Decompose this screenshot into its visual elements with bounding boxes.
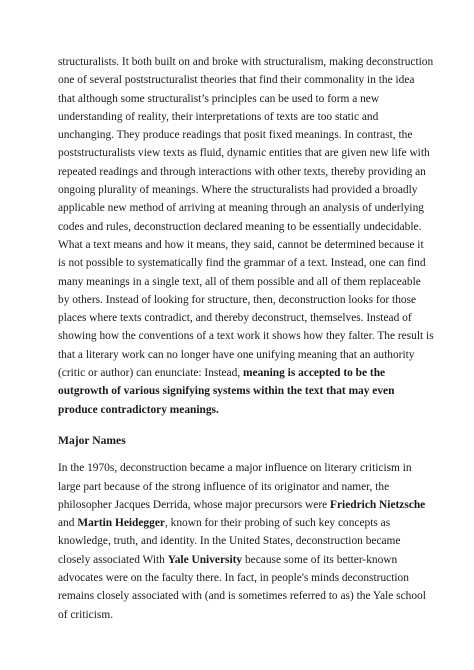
bold-name-nietzsche: Friedrich Nietzsche <box>330 498 426 511</box>
section-heading: Major Names <box>58 433 126 447</box>
bold-emphasis-text: meaning is accepted to be the outgrowth of various signifying systems within the text that may even produce contradictory meanings. <box>58 367 395 416</box>
paragraph-text: because some of its better-known advocates were on the faculty there. In fact, in people's minds deconstruction remains closely associated with (and is sometimes referred to as) the Yale school of criticism. <box>58 553 426 621</box>
body-paragraph-major-names <box>58 459 434 624</box>
body-paragraph-deconstruction <box>58 53 434 419</box>
bold-name-heidegger: Martin Heidegger <box>77 517 165 530</box>
paragraph-text: , known for their probing of such key concepts as knowledge, truth, and identity. In the United States, deconstruction became closely associated With <box>58 517 401 566</box>
paragraph-text: structuralists. It both built on and broke with structuralism, making deconstruction one of several poststructuralist theories that find their commonality in the idea that although some structuralist’s principles can be used to form a new understanding of reality, their interpretations of texts are too static and unchanging. They produce readings that posit fixed meanings. In contrast, the poststructuralists view texts as fluid, dynamic entities that are given new life with repeated readings and through interactions with other texts, thereby providing an ongoing plurality of meanings. Where the structuralists had provided a broadly applicable new method of arriving at meaning through an analysis of underlying codes and rules, deconstruction declared meaning to be essentially undecidable. What a text means and how it means, they said, cannot be determined because it is not possible to systematically find the grammar of a text. Instead, one can find many meanings in a single text, all of them possible and all of them replaceable by others. Instead of looking for structure, then, deconstruction looks for those places where texts contradict, and thereby deconstruct, themselves. Instead of showing how the conventions of a text work it shows how they falter. The result is that a literary work can no longer have one unifying meaning that an authority (critic or author) can enunciate: Instead, <box>58 56 434 380</box>
conjunction-text: and <box>58 517 75 530</box>
paragraph-text: In the 1970s, deconstruction became a major influence on literary criticism in large part because of the strong influence of its originator and namer, the philosopher Jacques Derrida, whose major precursors were <box>58 462 412 511</box>
bold-name-yale: Yale University <box>167 553 243 566</box>
